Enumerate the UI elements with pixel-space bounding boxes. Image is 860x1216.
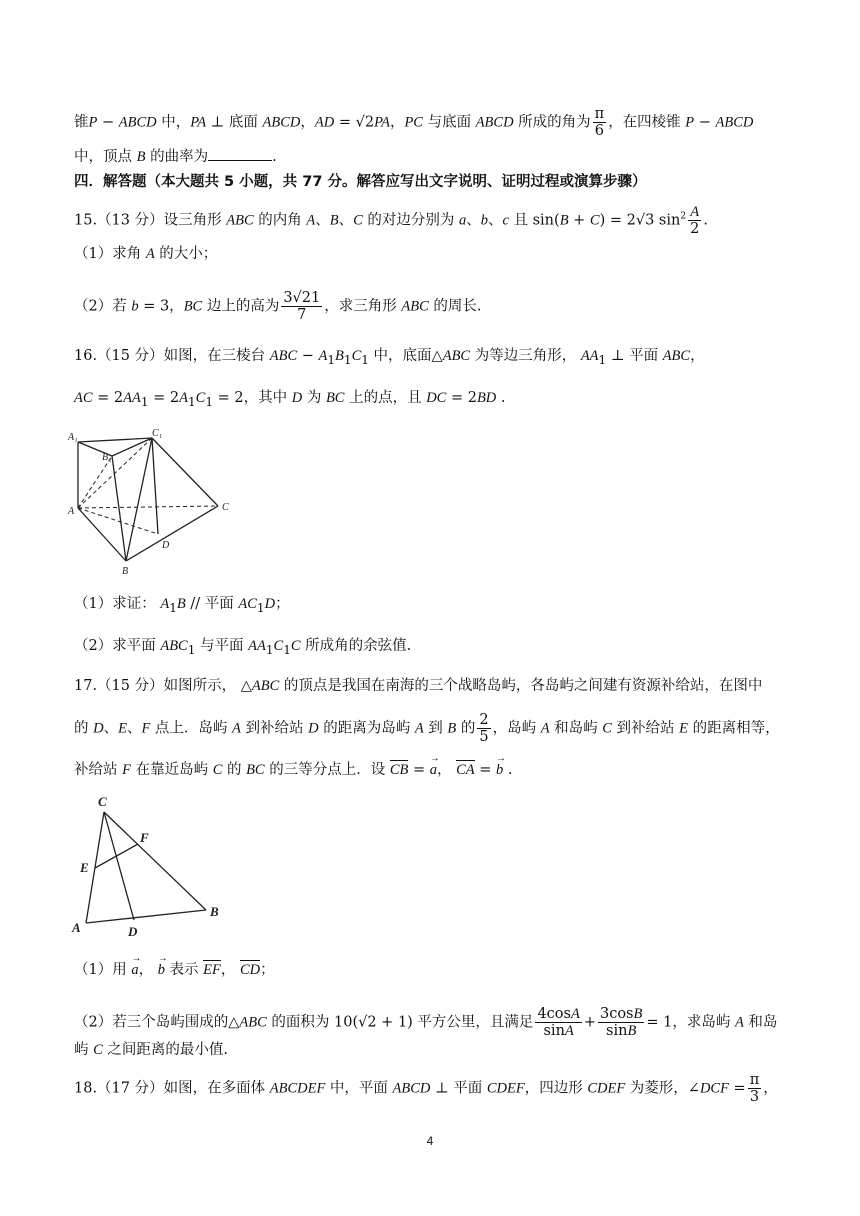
q17-part2-line2: 屿 C 之间距离的最小值. <box>74 1042 228 1058</box>
q17-part2-line1: （2）若三个岛屿围成的△ABC 的面积为 10(√2 + 1) 平方公里，且满足 $\frac{4\cos A}{\sin A}$ + $\frac{3\cos B}{\sin B}$ = 1，求岛屿 A 和岛 <box>74 1006 778 1039</box>
figure-frustum <box>66 428 246 578</box>
label-B1: B₁ <box>102 452 112 463</box>
p14-line2: 中，顶点 B 的曲率为 . <box>74 146 790 167</box>
q16-title: 16.（15 分）如图，在三棱台 ABC − $A_1B_1C_1$ 中，底面△ABC 为等边三角形， $AA_1$ ⊥ 平面 ABC， <box>74 348 705 367</box>
page-number: 4 <box>426 1134 434 1148</box>
label-D: D <box>162 540 170 551</box>
label-C: C <box>222 502 229 513</box>
label-C: C <box>98 794 107 809</box>
q17-line3: 补给站 F 在靠近岛屿 C 的 BC 的三等分点上．设 CB = → a， CA = → b . <box>74 760 790 780</box>
label-A: A <box>68 506 75 517</box>
label-D: D <box>128 924 138 939</box>
q15-part2: （2）若 b = 3，BC 边上的高为 $\frac{3√21}{7}$ ，求三角形 ABC 的周长. <box>74 290 482 323</box>
p14-line1: 锥P − ABCD 中，PA ⊥ 底面 ABCD，AD = √2PA，PC 与底面 ABCD 所成的角为 $\frac{\pi}{6}$ ，在四棱锥 P − ABCD <box>74 106 754 139</box>
figure-triangle <box>66 790 236 940</box>
q16-part1: （1）求证： $A_1B$ // 平面 $AC_1D$； <box>74 596 290 615</box>
label-A1: A₁ <box>68 432 78 443</box>
section-heading: 四．解答题（本大题共 5 小题，共 77 分。解答应写出文字说明、证明过程或演算步骤） <box>74 174 647 190</box>
q17-line2: 的 D、E、F 点上．岛屿 A 到补给站 D 的距离为岛屿 A 到 B 的 $\frac{2}{5}$ ，岛屿 A 和岛屿 C 到补给站 E 的距离相等， <box>74 712 780 745</box>
label-C1: C₁ <box>152 428 163 439</box>
label-B: B <box>210 904 219 919</box>
q17-title: 17.（15 分）如图所示， △ABC 的顶点是我国在南海的三个战略岛屿，各岛屿之间建有资源补给站，在图中 <box>74 678 763 694</box>
q17-part1: （1）用 → a， → b 表示 EF， CD； <box>74 960 790 980</box>
q18-title: 18.（17 分）如图，在多面体 ABCDEF 中，平面 ABCD ⊥ 平面 CDEF，四边形 CDEF 为菱形，∠DCF = $\frac{\pi}{3}$ ， <box>74 1072 778 1105</box>
q15-part1: （1）求角 A 的大小； <box>74 246 218 262</box>
q15-title: 15.（13 分）设三角形 ABC 的内角 A、B、C 的对边分别为 a、b、c 且 sin(B + C) = 2√3 $\sin^2$ $\frac{A}{2}$ . <box>74 204 708 237</box>
label-F: F <box>140 830 149 845</box>
label-B: B <box>122 566 129 577</box>
label-E: E <box>80 860 89 875</box>
label-A: A <box>72 920 81 935</box>
q16-part2: （2）求平面 $ABC_1$ 与平面 $AA_1C_1C$ 所成角的余弦值. <box>74 638 412 657</box>
q16-line2: AC = $2AA_1 = 2A_1C_1 = 2$，其中 D 为 BC 上的点，且 DC = 2BD . <box>74 390 506 409</box>
